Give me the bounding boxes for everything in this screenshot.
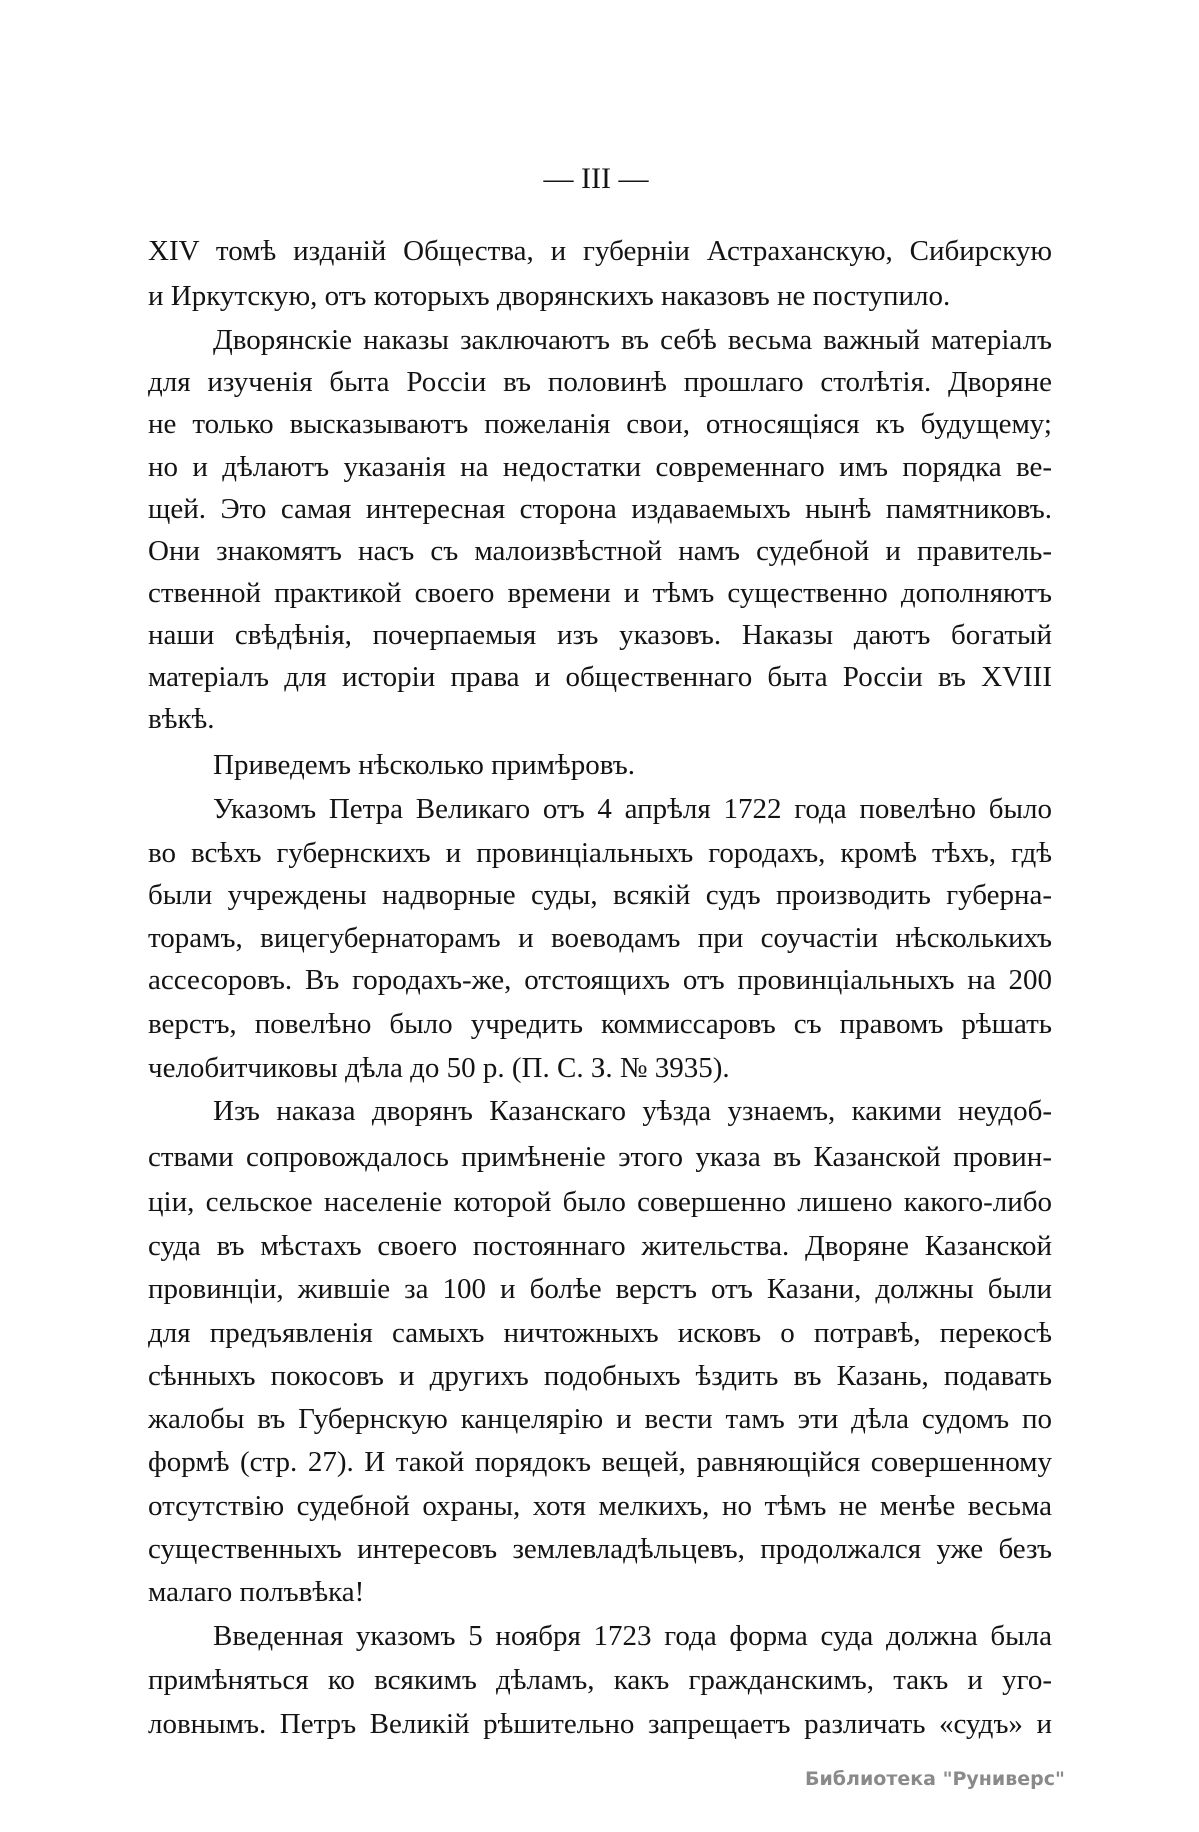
text-line: жалобы въ Губернскую канцелярію и вести тамъ эти дѣла судомъ по [148,1403,1052,1435]
text-line: сѣнныхъ покосовъ и другихъ подобныхъ ѣздить въ Казань, подавать [148,1360,1052,1392]
text-line: XIV томѣ изданій Общества, и губерніи Астраханскую, Сибирскую [148,235,1052,267]
text-line: ловнымъ. Петръ Великій рѣшительно запрещаетъ различать «судъ» и [148,1708,1052,1740]
text-line: вѣкѣ. [148,703,215,735]
text-line: для изученія быта Россіи въ половинѣ прошлаго столѣтія. Дворяне [148,366,1052,398]
text-line: для предъявленія самыхъ ничтожныхъ исковъ о потравѣ, перекосѣ [148,1317,1052,1349]
text-line: ціи, сельское населеніе которой было совершенно лишено какого-либо [148,1186,1052,1218]
page-number: — III — [543,162,649,195]
text-line: ствами сопровождалось примѣненіе этого указа въ Казанской провин- [148,1141,1052,1173]
text-line: Приведемъ нѣсколько примѣровъ. [213,749,635,781]
text-line: щей. Это самая интересная сторона издаваемыхъ нынѣ памятниковъ. [148,493,1052,525]
text-line: матеріалъ для исторіи права и общественнаго быта Россіи въ XVIII [148,661,1052,693]
text-line: примѣняться ко всякимъ дѣламъ, какъ гражданскимъ, такъ и уго- [148,1664,1052,1696]
text-line: но и дѣлаютъ указанія на недостатки современнаго имъ порядка ве- [148,451,1052,483]
text-line: существенныхъ интересовъ землевладѣльцевъ, продолжался уже безъ [148,1533,1052,1565]
text-line: суда въ мѣстахъ своего постояннаго жительства. Дворяне Казанской [148,1230,1052,1262]
text-line: были учреждены надворные суды, всякій судъ производить губерна- [148,879,1052,911]
library-watermark: Библиотека "Руниверс" [805,1768,1065,1790]
text-line: торамъ, вицегубернаторамъ и воеводамъ при соучастіи нѣсколькихъ [148,922,1052,954]
text-line: во всѣхъ губернскихъ и провинціальныхъ городахъ, кромѣ тѣхъ, гдѣ [148,837,1052,869]
text-line: отсутствію судебной охраны, хотя мелкихъ, но тѣмъ не менѣе весьма [148,1490,1052,1522]
text-line: не только высказываютъ пожеланія свои, относящіяся къ будущему; [148,408,1052,440]
text-line: Указомъ Петра Великаго отъ 4 апрѣля 1722 года повелѣно было [213,793,1052,825]
text-line: и Иркутскую, отъ которыхъ дворянскихъ наказовъ не поступило. [148,280,951,312]
text-line: верстъ, повелѣно было учредить коммиссаровъ съ правомъ рѣшать [148,1008,1052,1040]
text-line: Введенная указомъ 5 ноября 1723 года форма суда должна была [213,1620,1052,1652]
text-line: ственной практикой своего времени и тѣмъ существенно дополняютъ [148,577,1052,609]
text-line: наши свѣдѣнія, почерпаемыя изъ указовъ. Наказы даютъ богатый [148,619,1052,651]
text-line: Изъ наказа дворянъ Казанскаго уѣзда узнаемъ, какими неудоб- [213,1095,1052,1127]
text-line: формѣ (стр. 27). И такой порядокъ вещей, равняющійся совершенному [148,1446,1052,1478]
text-line: Дворянскіе наказы заключаютъ въ себѣ весьма важный матеріалъ [213,324,1052,356]
text-line: ассесоровъ. Въ городахъ-же, отстоящихъ отъ провинціальныхъ на 200 [148,964,1052,996]
text-line: провинціи, жившіе за 100 и болѣе верстъ отъ Казани, должны были [148,1273,1052,1305]
text-line: Они знакомятъ насъ съ малоизвѣстной намъ судебной и правитель- [148,535,1052,567]
text-line: челобитчиковы дѣла до 50 р. (П. С. З. № 3935). [148,1052,730,1084]
text-line: малаго полъвѣка! [148,1576,365,1608]
